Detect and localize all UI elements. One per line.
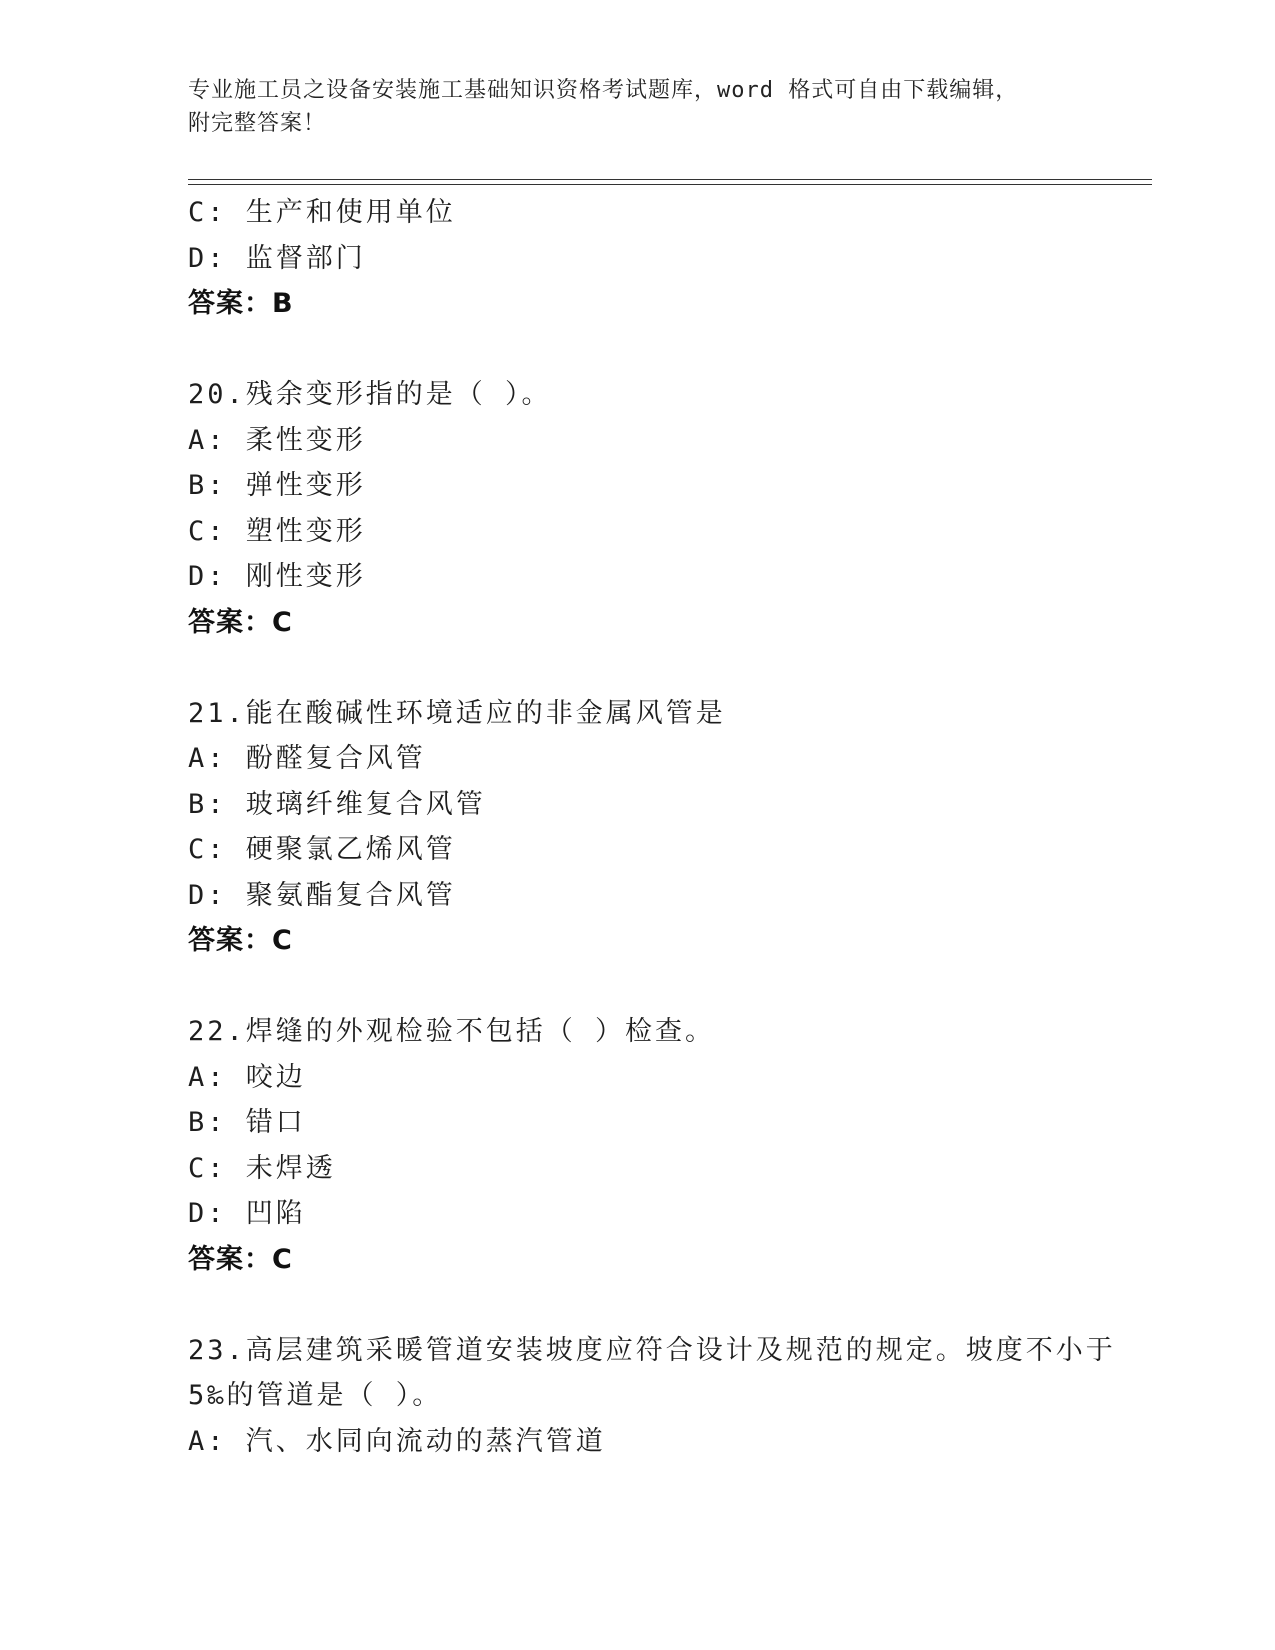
question-text-line-2: 5‰的管道是（ ）。 <box>188 1380 443 1411</box>
question-text: 21.能在酸碱性环境适应的非金属风管是 <box>188 697 726 729</box>
option-d: D: 刚性变形 <box>188 561 366 592</box>
answer: 答案：B <box>188 288 294 319</box>
question-20 <box>188 372 1108 645</box>
question-22 <box>188 1009 1108 1282</box>
option-a: A: 酚醛复合风管 <box>188 743 426 774</box>
header-divider-bottom <box>188 184 1152 185</box>
header-line-1: 专业施工员之设备安装施工基础知识资格考试题库，word 格式可自由下载编辑， <box>188 78 1019 103</box>
option-d: D: 监督部门 <box>188 242 366 274</box>
question-text: 20.残余变形指的是（ ）。 <box>188 379 552 410</box>
option-c: C: 未焊透 <box>188 1152 336 1184</box>
option-a: A: 咬边 <box>188 1061 306 1093</box>
option-b: B: 错口 <box>188 1107 306 1138</box>
option-d: D: 聚氨酯复合风管 <box>188 879 456 911</box>
question-list <box>188 190 1116 1464</box>
question-19 <box>188 190 1108 327</box>
header-divider-top <box>188 179 1152 180</box>
spacer <box>188 1282 1108 1328</box>
option-c: C: 生产和使用单位 <box>188 197 456 228</box>
option-a: A: 汽、水同向流动的蒸汽管道 <box>188 1425 606 1457</box>
header-line-2: 附完整答案！ <box>188 111 327 136</box>
option-b: B: 玻璃纤维复合风管 <box>188 788 486 820</box>
option-b: B: 弹性变形 <box>188 470 366 501</box>
document-header <box>188 74 1068 140</box>
spacer <box>188 964 1108 1010</box>
spacer <box>188 327 1108 373</box>
question-text-line-1: 23.高层建筑采暖管道安装坡度应符合设计及规范的规定。坡度不小于 <box>188 1334 1116 1366</box>
question-text: 22.焊缝的外观检验不包括（ ）检查。 <box>188 1016 716 1047</box>
question-21 <box>188 691 1108 964</box>
option-c: C: 硬聚氯乙烯风管 <box>188 834 456 865</box>
answer: 答案：C <box>188 925 293 956</box>
answer: 答案：C <box>188 606 293 638</box>
answer: 答案：C <box>188 1243 293 1275</box>
option-c: C: 塑性变形 <box>188 515 366 547</box>
option-a: A: 柔性变形 <box>188 424 366 456</box>
question-23 <box>188 1328 1116 1465</box>
option-d: D: 凹陷 <box>188 1198 306 1229</box>
spacer <box>188 645 1108 691</box>
